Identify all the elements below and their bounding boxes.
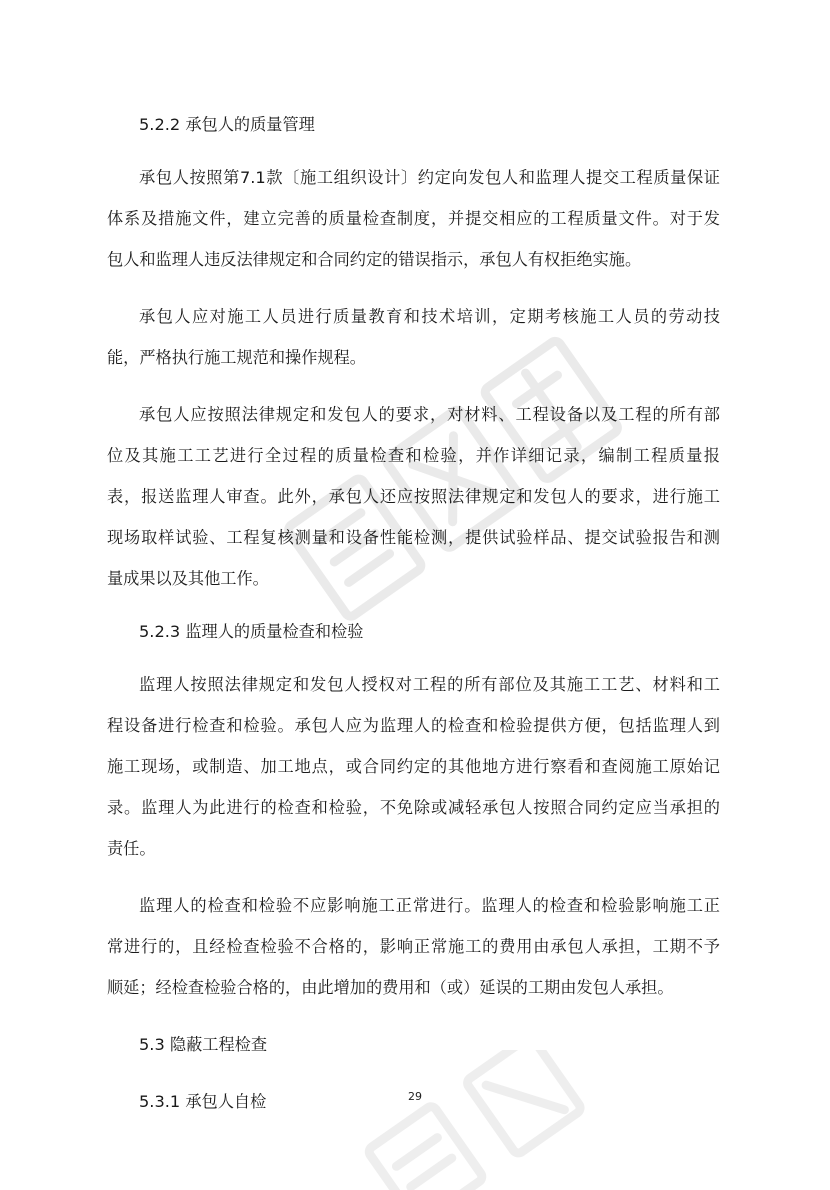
- text-line: 包人和监理人违反法律规定和合同约定的错误指示，承包人有权拒绝实施。: [107, 250, 642, 269]
- paragraph-inspection: [107, 394, 720, 599]
- section-heading-5-2-3: 5.2.3 监理人的质量检查和检验: [139, 622, 364, 641]
- text-line: 常进行的，且经检查检验不合格的，影响正常施工的费用由承包人承担，工期不予: [107, 937, 720, 956]
- text-line: 承包人按照第7.1款〔施工组织设计〕约定向发包人和监理人提交工程质量保证: [139, 168, 720, 187]
- text-line: 监理人的检查和检验不应影响施工正常进行。监理人的检查和检验影响施工正: [139, 896, 720, 915]
- page-body: [107, 104, 720, 1122]
- text-line: 体系及措施文件，建立完善的质量检查制度，并提交相应的工程质量文件。对于发: [107, 209, 720, 228]
- text-line: 承包人应按照法律规定和发包人的要求，对材料、工程设备以及工程的所有部: [139, 405, 720, 424]
- text-line: 表，报送监理人审查。此外，承包人还应按照法律规定和发包人的要求，进行施工: [107, 487, 720, 506]
- page-number: 29: [408, 1090, 422, 1103]
- section-heading-5-3: 5.3 隐蔽工程检查: [139, 1035, 268, 1054]
- paragraph-schedule-impact: [107, 885, 720, 1008]
- text-line: 监理人按照法律规定和发包人授权对工程的所有部位及其施工工艺、材料和工: [139, 675, 720, 694]
- text-line: 承包人应对施工人员进行质量教育和技术培训，定期考核施工人员的劳动技: [139, 307, 720, 326]
- text-line: 施工现场，或制造、加工地点，或合同约定的其他地方进行察看和查阅施工原始记: [107, 757, 720, 776]
- text-line: 能，严格执行施工规范和操作规程。: [107, 348, 366, 367]
- text-line: 录。监理人为此进行的检查和检验，不免除或减轻承包人按照合同约定应当承担的: [107, 798, 720, 817]
- paragraph-training: [107, 296, 720, 378]
- paragraph-quality-system: [107, 157, 720, 280]
- paragraph-supervisor-check: [107, 664, 720, 869]
- text-line: 位及其施工工艺进行全过程的质量检查和检验，并作详细记录，编制工程质量报: [107, 446, 720, 465]
- text-line: 程设备进行检查和检验。承包人应为监理人的检查和检验提供方便，包括监理人到: [107, 716, 720, 735]
- text-line: 责任。: [107, 839, 156, 858]
- section-heading-5-2-2: 5.2.2 承包人的质量管理: [139, 115, 315, 134]
- text-line: 现场取样试验、工程复核测量和设备性能检测，提供试验样品、提交试验报告和测: [107, 528, 720, 547]
- section-heading-5-3-1: 5.3.1 承包人自检: [139, 1092, 267, 1111]
- text-line: 量成果以及其他工作。: [107, 569, 269, 588]
- text-line: 顺延；经检查检验合格的，由此增加的费用和（或）延误的工期由发包人承担。: [107, 978, 674, 997]
